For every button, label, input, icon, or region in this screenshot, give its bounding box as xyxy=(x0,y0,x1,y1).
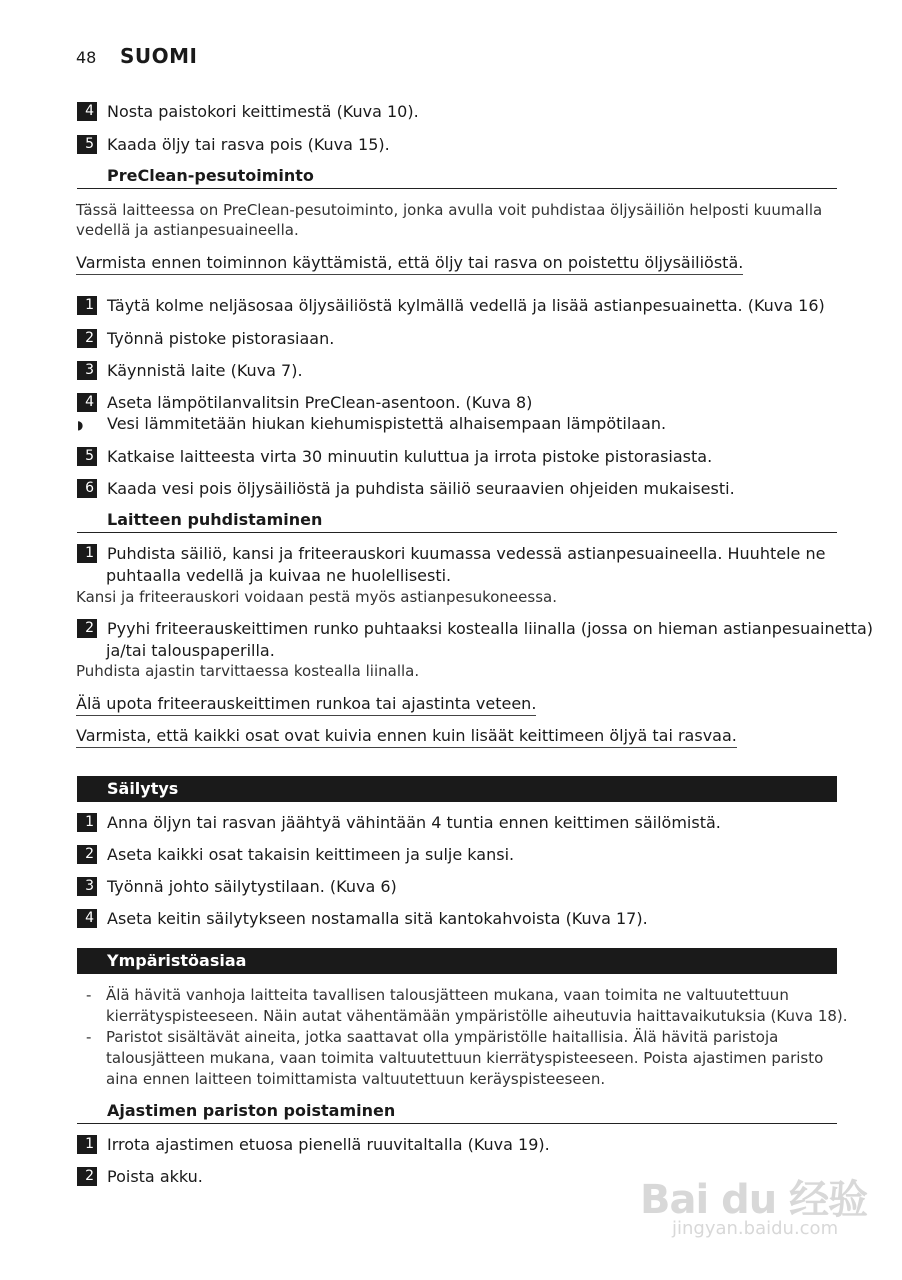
list-dash: - xyxy=(86,986,92,1004)
step-number: 3 xyxy=(77,877,97,896)
step-text: Työnnä pistoke pistorasiaan. xyxy=(107,329,335,348)
step-item xyxy=(77,812,721,834)
step-number: 4 xyxy=(77,909,97,928)
bullet-text: Vesi lämmitetään hiukan kiehumispistettä alhaisempaan lämpötilaan. xyxy=(107,414,667,433)
step-text: Aseta keitin säilytykseen nostamalla sitä kantokahvoista (Kuva 17). xyxy=(107,909,648,928)
step-item xyxy=(77,1134,550,1156)
step-number: 4 xyxy=(77,393,97,412)
step-number: 3 xyxy=(77,361,97,380)
step-text: Kaada vesi pois öljysäiliöstä ja puhdista säiliö seuraavien ohjeiden mukaisesti. xyxy=(107,479,735,498)
step-text: Pyyhi friteerauskeittimen runko puhtaaksi kostealla liinalla (jossa on hieman astianpesuainetta) xyxy=(107,619,874,638)
warning-text: Älä upota friteerauskeittimen runkoa tai ajastinta veteen. xyxy=(76,693,536,716)
step-number: 2 xyxy=(77,845,97,864)
step-text-continued: ja/tai talouspaperilla. xyxy=(106,641,275,660)
step-number: 4 xyxy=(77,102,97,121)
page-language-title: SUOMI xyxy=(120,44,198,68)
list-item-line: talousjätteen mukana, vaan toimita valtuutettuun kierrätyspisteeseen. Poista ajastimen paristo xyxy=(106,1049,824,1067)
step-number: 1 xyxy=(77,813,97,832)
section-heading-text: Laitteen puhdistaminen xyxy=(107,510,323,529)
section-heading-text: Ajastimen pariston poistaminen xyxy=(107,1101,396,1120)
list-item-line: Älä hävitä vanhoja laitteita tavallisen talousjätteen mukana, vaan toimita ne valtuutettuun xyxy=(106,986,789,1004)
step-text-continued: puhtaalla vedellä ja kuivaa ne huolellisesti. xyxy=(106,566,452,585)
step-item xyxy=(77,1166,203,1188)
step-number: 1 xyxy=(77,1135,97,1154)
step-item xyxy=(77,876,397,898)
step-item xyxy=(77,844,515,866)
step-number: 5 xyxy=(77,135,97,154)
watermark-logo: Bai du 经验 xyxy=(640,1177,868,1223)
section-heading-cleaning xyxy=(77,510,837,533)
note-text: Puhdista ajastin tarvittaessa kostealla liinalla. xyxy=(76,662,420,680)
step-item xyxy=(77,478,735,500)
section-bar-storage xyxy=(77,776,837,802)
section-heading-battery xyxy=(77,1101,837,1124)
section-bar-environment xyxy=(77,948,837,974)
step-text: Irrota ajastimen etuosa pienellä ruuvitaltalla (Kuva 19). xyxy=(107,1135,550,1154)
list-item-line: Paristot sisältävät aineita, jotka saattavat olla ympäristölle haitallisia. Älä hävitä paristoja xyxy=(106,1028,779,1046)
list-item-line: aina ennen laitteen toimittamista valtuutettuun keräyspisteeseen. xyxy=(106,1070,606,1088)
step-item xyxy=(77,328,335,350)
step-number: 6 xyxy=(77,479,97,498)
page-number: 48 xyxy=(76,48,97,67)
note-text: Kansi ja friteerauskori voidaan pestä myös astianpesukoneessa. xyxy=(76,588,557,606)
step-item xyxy=(77,295,825,317)
warning-text: Varmista, että kaikki osat ovat kuivia ennen kuin lisäät keittimeen öljyä tai rasvaa. xyxy=(76,725,737,748)
step-text: Nosta paistokori keittimestä (Kuva 10). xyxy=(107,102,419,121)
step-number: 1 xyxy=(77,296,97,315)
step-text: Käynnistä laite (Kuva 7). xyxy=(107,361,303,380)
step-text: Aseta kaikki osat takaisin keittimeen ja sulje kansi. xyxy=(107,845,515,864)
step-text: Puhdista säiliö, kansi ja friteerauskori kuumassa vedessä astianpesuaineella. Huuhtele ne xyxy=(107,544,826,563)
step-item xyxy=(77,446,713,468)
step-text: Poista akku. xyxy=(107,1167,203,1186)
watermark-url: jingyan.baidu.com xyxy=(672,1218,839,1239)
bullet-arrow-icon: ◗ xyxy=(77,418,84,432)
step-number: 2 xyxy=(77,329,97,348)
bullet-item xyxy=(77,413,667,436)
list-item-line: kierrätyspisteeseen. Näin autat vähentämään ympäristölle aiheutuvia haittavaikutuksia (Kuva 18). xyxy=(106,1007,848,1025)
step-item xyxy=(77,101,419,123)
paragraph-line: vedellä ja astianpesuaineella. xyxy=(76,221,299,239)
step-text: Anna öljyn tai rasvan jäähtyä vähintään 4 tuntia ennen keittimen säilömistä. xyxy=(107,813,721,832)
step-number: 1 xyxy=(77,544,97,563)
step-item xyxy=(77,908,648,930)
section-bar-title: Ympäristöasiaa xyxy=(107,951,247,970)
step-number: 2 xyxy=(77,1167,97,1186)
step-text: Katkaise laitteesta virta 30 minuutin kuluttua ja irrota pistoke pistorasiasta. xyxy=(107,447,713,466)
step-number: 5 xyxy=(77,447,97,466)
section-heading-text: PreClean-pesutoiminto xyxy=(107,166,314,185)
step-number: 2 xyxy=(77,619,97,638)
section-bar-title: Säilytys xyxy=(107,779,179,798)
paragraph-line: Tässä laitteessa on PreClean-pesutoiminto, jonka avulla voit puhdistaa öljysäiliön helposti kuumalla xyxy=(76,201,823,219)
section-heading-preclean xyxy=(77,166,837,189)
step-item xyxy=(77,543,826,565)
step-text: Täytä kolme neljäsosaa öljysäiliöstä kylmällä vedellä ja lisää astianpesuainetta. (Kuva 16) xyxy=(107,296,825,315)
step-item xyxy=(77,360,303,382)
step-item xyxy=(77,392,533,414)
step-item xyxy=(77,618,874,640)
step-text: Kaada öljy tai rasva pois (Kuva 15). xyxy=(107,135,390,154)
step-text: Aseta lämpötilanvalitsin PreClean-asentoon. (Kuva 8) xyxy=(107,393,533,412)
list-dash: - xyxy=(86,1028,92,1046)
warning-text: Varmista ennen toiminnon käyttämistä, että öljy tai rasva on poistettu öljysäiliöstä. xyxy=(76,252,743,275)
step-item xyxy=(77,134,390,156)
step-text: Työnnä johto säilytystilaan. (Kuva 6) xyxy=(107,877,397,896)
